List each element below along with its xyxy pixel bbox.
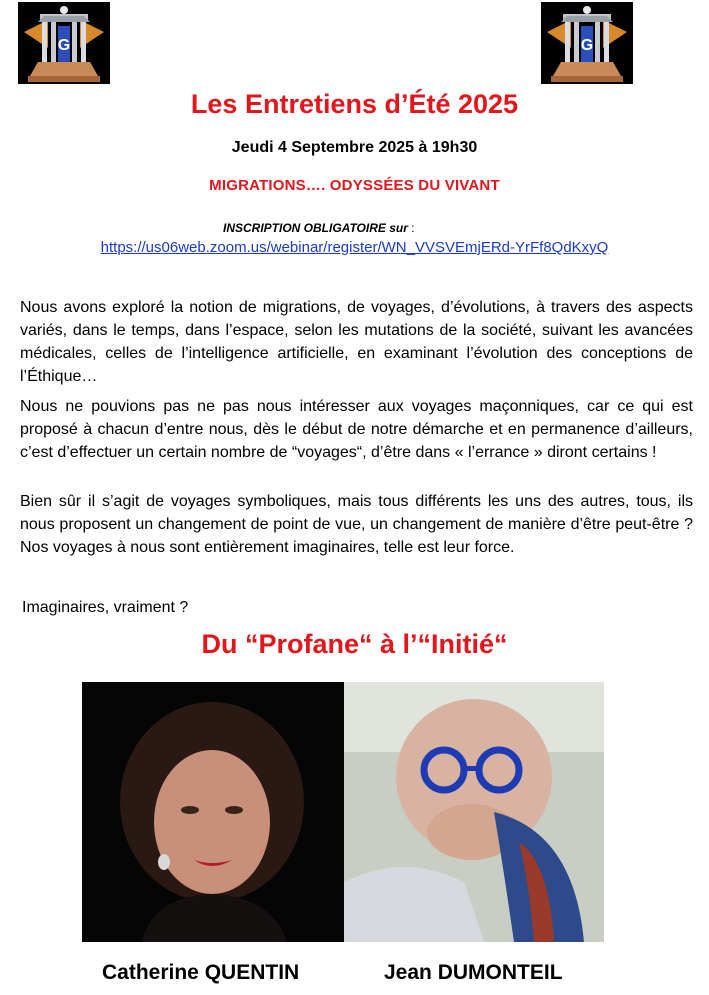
question-paragraph: Imaginaires, vraiment ? <box>22 599 189 616</box>
speaker-photo-jean <box>344 682 604 942</box>
conference-subtitle: Du “Profane“ à l’“Initié“ <box>201 629 508 659</box>
temple-logo-right <box>541 2 633 84</box>
inscription-line <box>223 220 415 236</box>
event-theme: MIGRATIONS…. ODYSSÉES DU VIVANT <box>209 177 500 194</box>
masonic-voyages-paragraph: Nous ne pouvions pas ne pas nous intéresser aux voyages maçonniques, car ce qui est proposé à chacun d’entre nous, dès le début de notre démarche et en permanence d’ailleurs, c’est d’effectuer un certain nombre de “voyages“, d’être dans « l’errance » diront certains ! <box>20 398 693 461</box>
inscription-label: INSCRIPTION OBLIGATOIRE sur <box>223 221 408 235</box>
event-title: Les Entretiens d’Été 2025 <box>190 89 519 119</box>
logo-letter-right: G <box>580 37 594 54</box>
registration-link[interactable]: https://us06web.zoom.us/webinar/register/WN_VVSVEmjERd-YrFf8QdKxyQ <box>100 239 609 256</box>
logo-letter-left: G <box>57 37 71 54</box>
inscription-suffix: : <box>407 221 415 235</box>
speaker-name-catherine: Catherine QUENTIN <box>102 961 300 984</box>
speaker-photo-catherine <box>82 682 344 942</box>
intro-paragraph: Nous avons exploré la notion de migrations, de voyages, d’évolutions, à travers des aspects variés, dans le temps, dans l’espace, selon les mutations de la société, suivant les avancées médicales, celles de l’intelligence artificielle, en examinant l’évolution des conceptions de l’Éthique… <box>20 299 693 385</box>
symbolic-voyages-paragraph: Bien sûr il s’agit de voyages symboliques, mais tous différents les uns des autres, tous, ils nous proposent un changement de point de vue, un changement de manière d’être peut-être ? Nos voyages à nous sont entièrement imaginaires, telle est leur force. <box>20 493 693 556</box>
temple-logo-left <box>18 2 110 84</box>
speaker-name-jean: Jean DUMONTEIL <box>384 961 563 984</box>
event-date: Jeudi 4 Septembre 2025 à 19h30 <box>231 139 478 156</box>
